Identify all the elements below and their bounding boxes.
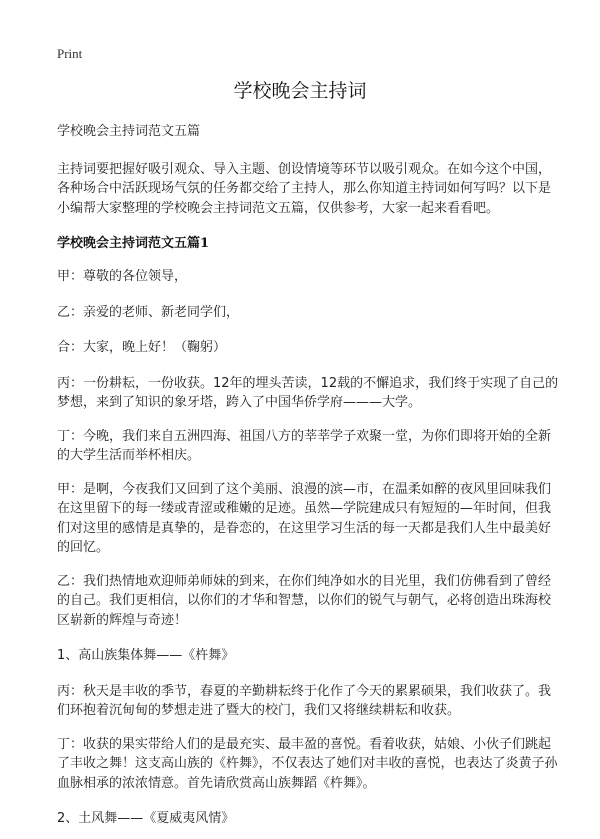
document-body: [57, 122, 562, 839]
script-line: 丙：一份耕耘，一份收获。12年的埋头苦读，12载的不懈追求，我们终于实现了自己的梦想，来到了知识的象牙塔，跨入了中国华侨学府———大学。: [57, 375, 559, 410]
script-line: 丁：收获的果实带给人们的是最充实、最丰盈的喜悦。看着收获，姑娘、小伙子们跳起了丰收之舞！这支高山族的《杵舞》，不仅表达了她们对丰收的喜悦，也表达了炎黄子孙血脉相承的浓浓情意。首先请欣赏高山族舞蹈《杵舞》。: [57, 736, 558, 791]
script-line: 丁：今晚，我们来自五洲四海、祖国八方的莘莘学子欢聚一堂，为你们即将开始的全新的大学生活而举杯相庆。: [57, 428, 552, 463]
script-line: 甲：是啊，今夜我们又回到了这个美丽、浪漫的滨—市，在温柔如醉的夜风里回味我们在这里留下的每一缕或青涩或稚嫩的足迹。虽然—学院建成只有短短的—年时间，但我们对这里的感情是真挚的，是眷恋的，在这里学习生活的每一天都是我们人生中最美好的回忆。: [57, 481, 552, 555]
script-line: 乙：我们热情地欢迎师弟师妹的到来，在你们纯净如水的目光里，我们仿佛看到了曾经的自己。我们更相信，以你们的才华和智慧，以你们的锐气与朝气，必将创造出珠海校区崭新的辉煌与奇迹！: [57, 573, 552, 628]
program-item: 1、高山族集体舞——《杵舞》: [57, 648, 235, 663]
script-line: 乙：亲爱的老师、新老同学们，: [57, 304, 240, 320]
intro-paragraph: 主持词要把握好吸引观众、导入主题、创设情境等环节以吸引观众。在如今这个中国，各种场合中活跃现场气氛的任务都交给了主持人，那么你知道主持词如何写吗？以下是小编帮大家整理的学校晚会主持词范文五篇，仅供参考，大家一起来看看吧。: [57, 161, 552, 216]
document-title: 学校晚会主持词: [233, 80, 367, 102]
document-subtitle: 学校晚会主持词范文五篇: [57, 124, 201, 139]
script-line: 甲：尊敬的各位领导，: [57, 269, 188, 284]
print-link[interactable]: Print: [57, 46, 83, 61]
script-line: 合：大家，晚上好！（鞠躬）: [57, 340, 227, 355]
script-line: 丙：秋天是丰收的季节，春夏的辛勤耕耘终于化作了今天的累累硕果，我们收获了。我们环抱着沉甸甸的梦想走进了暨大的校门，我们又将继续耕耘和收获。: [57, 683, 552, 718]
section-heading: 学校晚会主持词范文五篇1: [57, 236, 210, 251]
program-item: 2、土风舞——《夏威夷风情》: [57, 811, 235, 826]
